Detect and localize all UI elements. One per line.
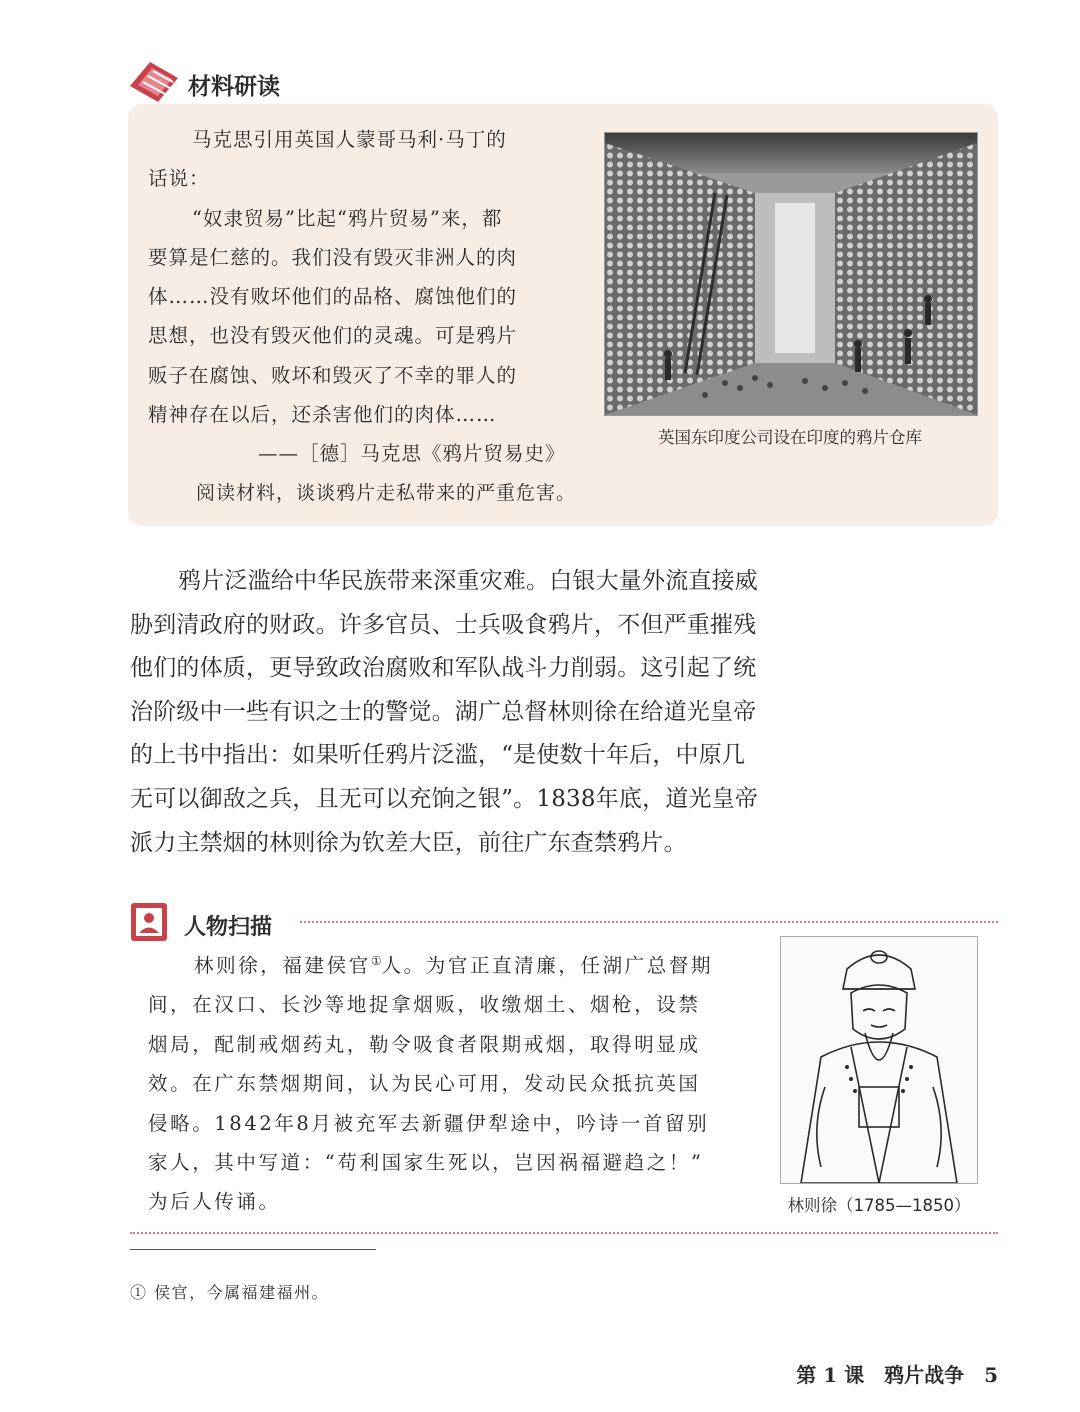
book-icon <box>128 60 180 104</box>
opium-warehouse-image <box>604 132 978 416</box>
portrait-caption: 林则徐（1785—1850） <box>787 1196 971 1215</box>
paragraph-line: 的上书中指出：如果听任鸦片泛滥，“是使数十年后，中原几 <box>130 742 746 769</box>
quote-text <box>148 120 588 513</box>
footnote-rule <box>130 1249 376 1250</box>
reading-question: 阅读材料，谈谈鸦片走私带来的严重危害。 <box>196 481 577 504</box>
lin-zexu-portrait <box>780 936 978 1184</box>
section-title: 人物扫描 <box>184 915 273 940</box>
paragraph-line: 他们的体质，更导致政治腐败和军队战斗力削弱。这引起了统 <box>130 655 757 682</box>
quote-line: 话说： <box>148 167 210 191</box>
main-paragraph <box>130 560 830 865</box>
quote-line: 思想，也没有毁灭他们的灵魂。可是鸦片 <box>148 324 518 348</box>
quote-line: 贩子在腐蚀、败坏和毁灭了不幸的罪人的 <box>148 363 518 387</box>
quote-line: 体……没有败坏他们的品格、腐蚀他们的 <box>148 285 518 309</box>
section-title: 材料研读 <box>188 74 280 100</box>
material-box <box>128 104 998 526</box>
quote-source: ——［德］马克思《鸦片贸易史》 <box>258 442 566 466</box>
quote-line: “奴隶贸易”比起“鸦片贸易”来，都 <box>192 206 503 230</box>
profile-line: 林则徐，福建侯官①人。为官正直清廉，任湖广总督期 <box>194 954 714 977</box>
image-caption: 英国东印度公司设在印度的鸦片仓库 <box>658 428 922 447</box>
profile-line: 间，在汉口、长沙等地捉拿烟贩，收缴烟土、烟枪，设禁 <box>148 993 701 1017</box>
profile-line: 侵略。1842年8月被充军去新疆伊犁途中，吟诗一首留别 <box>148 1111 710 1135</box>
paragraph-line: 派力主禁烟的林则徐为钦差大臣，前往广东查禁鸦片。 <box>130 829 687 856</box>
quote-line: 要算是仁慈的。我们没有毁灭非洲人的肉 <box>148 245 518 269</box>
quote-line: 精神存在以后，还杀害他们的肉体…… <box>148 403 497 427</box>
profile-line: 家人，其中写道：“苟利国家生死以，岂因祸福避趋之！” <box>148 1150 704 1174</box>
profile-line: 烟局，配制戒烟药丸，勒令吸食者限期戒烟，取得明显成 <box>148 1032 701 1056</box>
page-footer: 第 1 课 鸦片战争 5 <box>796 1363 998 1387</box>
paragraph-line: 治阶级中一些有识之士的警觉。湖广总督林则徐在给道光皇帝 <box>130 698 757 725</box>
person-icon <box>130 902 168 942</box>
paragraph-line: 胁到清政府的财政。许多官员、士兵吸食鸦片，不但严重摧残 <box>130 611 757 638</box>
quote-line: 马克思引用英国人蒙哥马利·马丁的 <box>192 128 507 151</box>
paragraph-line: 鸦片泛滥给中华民族带来深重灾难。白银大量外流直接威 <box>178 568 758 594</box>
profile-text <box>148 946 748 1222</box>
dotted-divider <box>300 921 998 923</box>
profile-line: 效。在广东禁烟期间，认为民心可用，发动民众抵抗英国 <box>148 1072 701 1096</box>
footnote-marker: ① <box>370 954 382 968</box>
footnote: ① 侯官，今属福建福州。 <box>130 1283 330 1302</box>
paragraph-line: 无可以御敌之兵，且无可以充饷之银”。1838年底，道光皇帝 <box>130 785 759 812</box>
dotted-divider <box>130 1232 998 1234</box>
profile-line: 为后人传诵。 <box>148 1190 281 1214</box>
